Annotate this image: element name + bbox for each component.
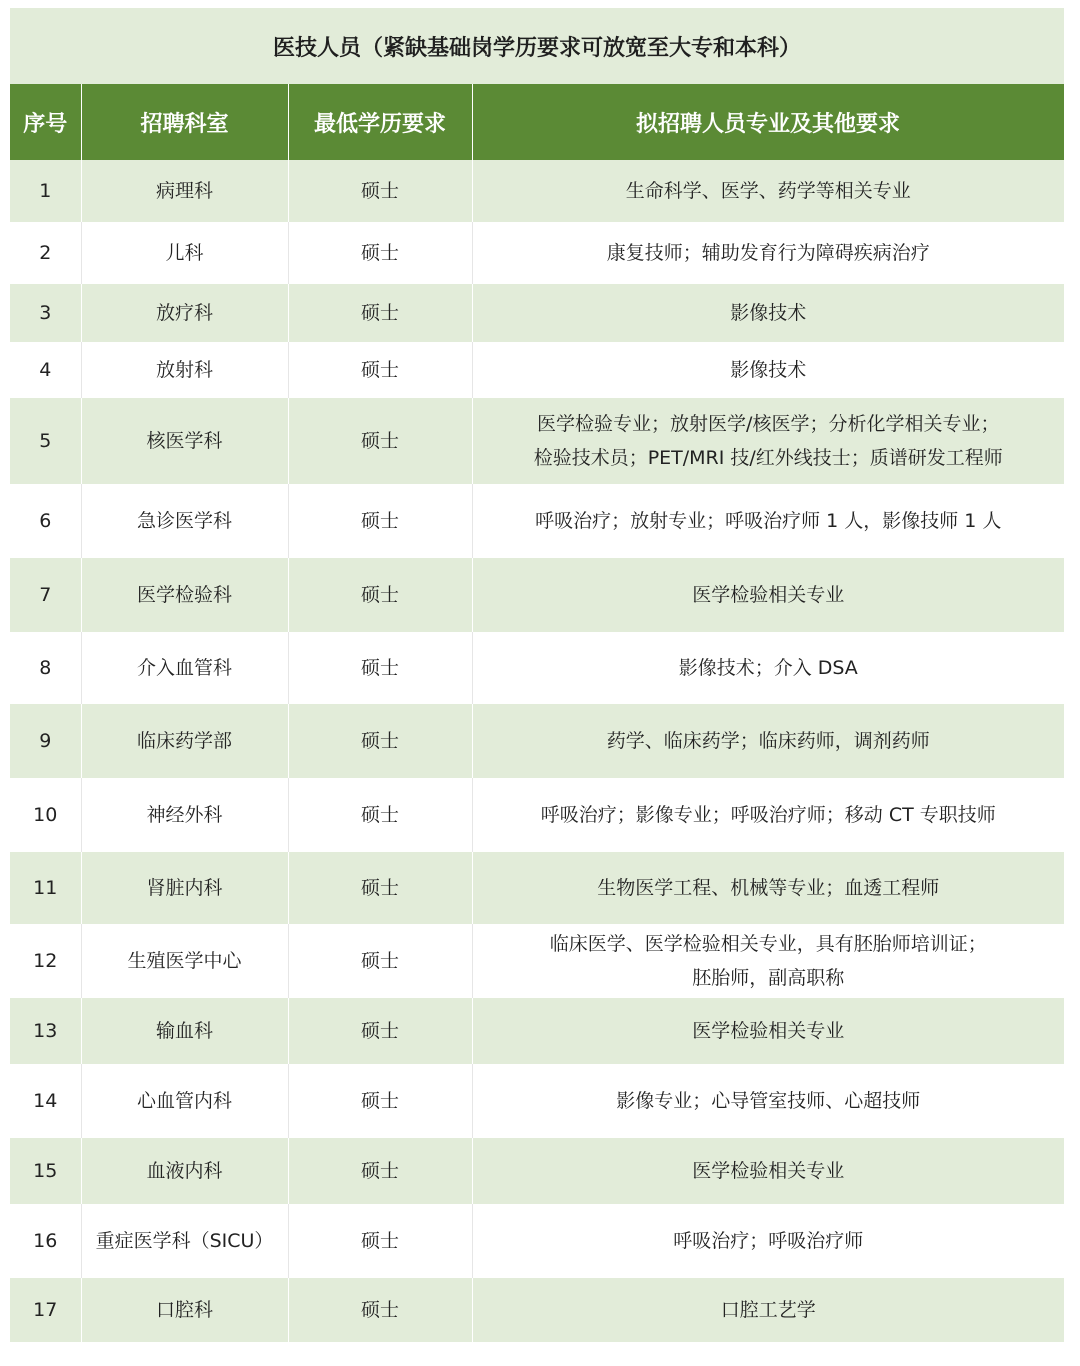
cell-min-education: 硕士 — [288, 160, 472, 222]
cell-min-education: 硕士 — [288, 778, 472, 852]
requirement-line: 口腔工艺学 — [720, 1299, 816, 1321]
table-row — [10, 222, 1064, 284]
table-row — [10, 704, 1064, 778]
cell-department: 介入血管科 — [81, 632, 288, 704]
table-row — [10, 852, 1064, 924]
cell-number: 10 — [10, 778, 81, 852]
table-row — [10, 398, 1064, 484]
cell-number: 13 — [10, 998, 81, 1064]
requirement-line: 检验技术员；PET/MRI 技/红外线技士；质谱研发工程师 — [533, 447, 1003, 469]
table-row — [10, 284, 1064, 342]
table-title: 医技人员（紧缺基础岗学历要求可放宽至大专和本科） — [10, 8, 1064, 84]
cell-min-education: 硕士 — [288, 558, 472, 632]
header-number: 序号 — [10, 84, 81, 160]
cell-requirements — [472, 284, 1064, 342]
recruitment-table — [10, 8, 1065, 1342]
cell-department: 病理科 — [81, 160, 288, 222]
cell-requirements — [472, 1138, 1064, 1204]
requirement-line: 临床医学、医学检验相关专业，具有胚胎师培训证； — [549, 933, 987, 955]
requirement-line: 胚胎师，副高职称 — [692, 967, 845, 989]
cell-number: 6 — [10, 484, 81, 558]
header-department: 招聘科室 — [81, 84, 288, 160]
cell-requirements — [472, 704, 1064, 778]
cell-number: 12 — [10, 924, 81, 998]
cell-number: 11 — [10, 852, 81, 924]
cell-requirements — [472, 160, 1064, 222]
recruitment-table-container — [10, 8, 1064, 1342]
table-row — [10, 1138, 1064, 1204]
requirement-line: 医学检验专业；放射医学/核医学；分析化学相关专业； — [537, 413, 1000, 435]
requirement-line: 影像技术；介入 DSA — [678, 657, 858, 679]
requirement-line: 医学检验相关专业 — [692, 1160, 845, 1182]
cell-min-education: 硕士 — [288, 284, 472, 342]
cell-department: 急诊医学科 — [81, 484, 288, 558]
table-header-row — [10, 84, 1064, 160]
cell-number: 3 — [10, 284, 81, 342]
cell-department: 肾脏内科 — [81, 852, 288, 924]
table-row — [10, 1278, 1064, 1342]
requirement-line: 医学检验相关专业 — [692, 1020, 845, 1042]
table-row — [10, 632, 1064, 704]
cell-min-education: 硕士 — [288, 632, 472, 704]
cell-department: 口腔科 — [81, 1278, 288, 1342]
cell-requirements — [472, 222, 1064, 284]
table-row — [10, 924, 1064, 998]
cell-department: 神经外科 — [81, 778, 288, 852]
requirement-line: 呼吸治疗；放射专业；呼吸治疗师 1 人，影像技师 1 人 — [535, 510, 1002, 532]
table-row — [10, 558, 1064, 632]
cell-requirements — [472, 924, 1064, 998]
cell-number: 16 — [10, 1204, 81, 1278]
cell-department: 重症医学科（SICU） — [81, 1204, 288, 1278]
cell-number: 15 — [10, 1138, 81, 1204]
cell-department: 核医学科 — [81, 398, 288, 484]
cell-requirements — [472, 1064, 1064, 1138]
requirement-line: 医学检验相关专业 — [692, 584, 845, 606]
cell-min-education: 硕士 — [288, 342, 472, 398]
cell-requirements — [472, 998, 1064, 1064]
table-row — [10, 342, 1064, 398]
cell-department: 输血科 — [81, 998, 288, 1064]
requirement-line: 影像专业；心导管室技师、心超技师 — [616, 1090, 921, 1112]
table-row — [10, 484, 1064, 558]
table-row — [10, 160, 1064, 222]
requirement-line: 生命科学、医学、药学等相关专业 — [625, 180, 911, 202]
requirement-line: 呼吸治疗；影像专业；呼吸治疗师；移动 CT 专职技师 — [540, 804, 996, 826]
cell-min-education: 硕士 — [288, 704, 472, 778]
cell-number: 17 — [10, 1278, 81, 1342]
cell-requirements — [472, 484, 1064, 558]
cell-min-education: 硕士 — [288, 1204, 472, 1278]
cell-min-education: 硕士 — [288, 1064, 472, 1138]
cell-department: 血液内科 — [81, 1138, 288, 1204]
requirement-line: 康复技师；辅助发育行为障碍疾病治疗 — [606, 242, 930, 264]
cell-min-education: 硕士 — [288, 1138, 472, 1204]
cell-min-education: 硕士 — [288, 1278, 472, 1342]
cell-number: 7 — [10, 558, 81, 632]
requirement-line: 药学、临床药学；临床药师，调剂药师 — [606, 730, 930, 752]
cell-requirements — [472, 398, 1064, 484]
cell-requirements — [472, 778, 1064, 852]
cell-number: 4 — [10, 342, 81, 398]
cell-min-education: 硕士 — [288, 398, 472, 484]
table-row — [10, 1064, 1064, 1138]
cell-requirements — [472, 558, 1064, 632]
requirement-line: 呼吸治疗；呼吸治疗师 — [673, 1230, 864, 1252]
cell-department: 放疗科 — [81, 284, 288, 342]
cell-department: 放射科 — [81, 342, 288, 398]
table-title-row — [10, 8, 1064, 84]
cell-department: 生殖医学中心 — [81, 924, 288, 998]
table-row — [10, 778, 1064, 852]
cell-department: 儿科 — [81, 222, 288, 284]
cell-number: 14 — [10, 1064, 81, 1138]
cell-number: 8 — [10, 632, 81, 704]
cell-requirements — [472, 1278, 1064, 1342]
cell-number: 2 — [10, 222, 81, 284]
table-row — [10, 1204, 1064, 1278]
header-requirements: 拟招聘人员专业及其他要求 — [472, 84, 1064, 160]
cell-number: 9 — [10, 704, 81, 778]
cell-min-education: 硕士 — [288, 484, 472, 558]
cell-department: 医学检验科 — [81, 558, 288, 632]
cell-number: 5 — [10, 398, 81, 484]
cell-requirements — [472, 1204, 1064, 1278]
cell-min-education: 硕士 — [288, 998, 472, 1064]
cell-requirements — [472, 852, 1064, 924]
cell-requirements — [472, 342, 1064, 398]
requirement-line: 生物医学工程、机械等专业；血透工程师 — [597, 877, 940, 899]
table-row — [10, 998, 1064, 1064]
cell-number: 1 — [10, 160, 81, 222]
cell-department: 心血管内科 — [81, 1064, 288, 1138]
cell-min-education: 硕士 — [288, 924, 472, 998]
cell-department: 临床药学部 — [81, 704, 288, 778]
requirement-line: 影像技术 — [730, 359, 807, 381]
cell-requirements — [472, 632, 1064, 704]
requirement-line: 影像技术 — [730, 302, 807, 324]
table-body — [10, 160, 1064, 1342]
cell-min-education: 硕士 — [288, 852, 472, 924]
header-min-education: 最低学历要求 — [288, 84, 472, 160]
cell-min-education: 硕士 — [288, 222, 472, 284]
